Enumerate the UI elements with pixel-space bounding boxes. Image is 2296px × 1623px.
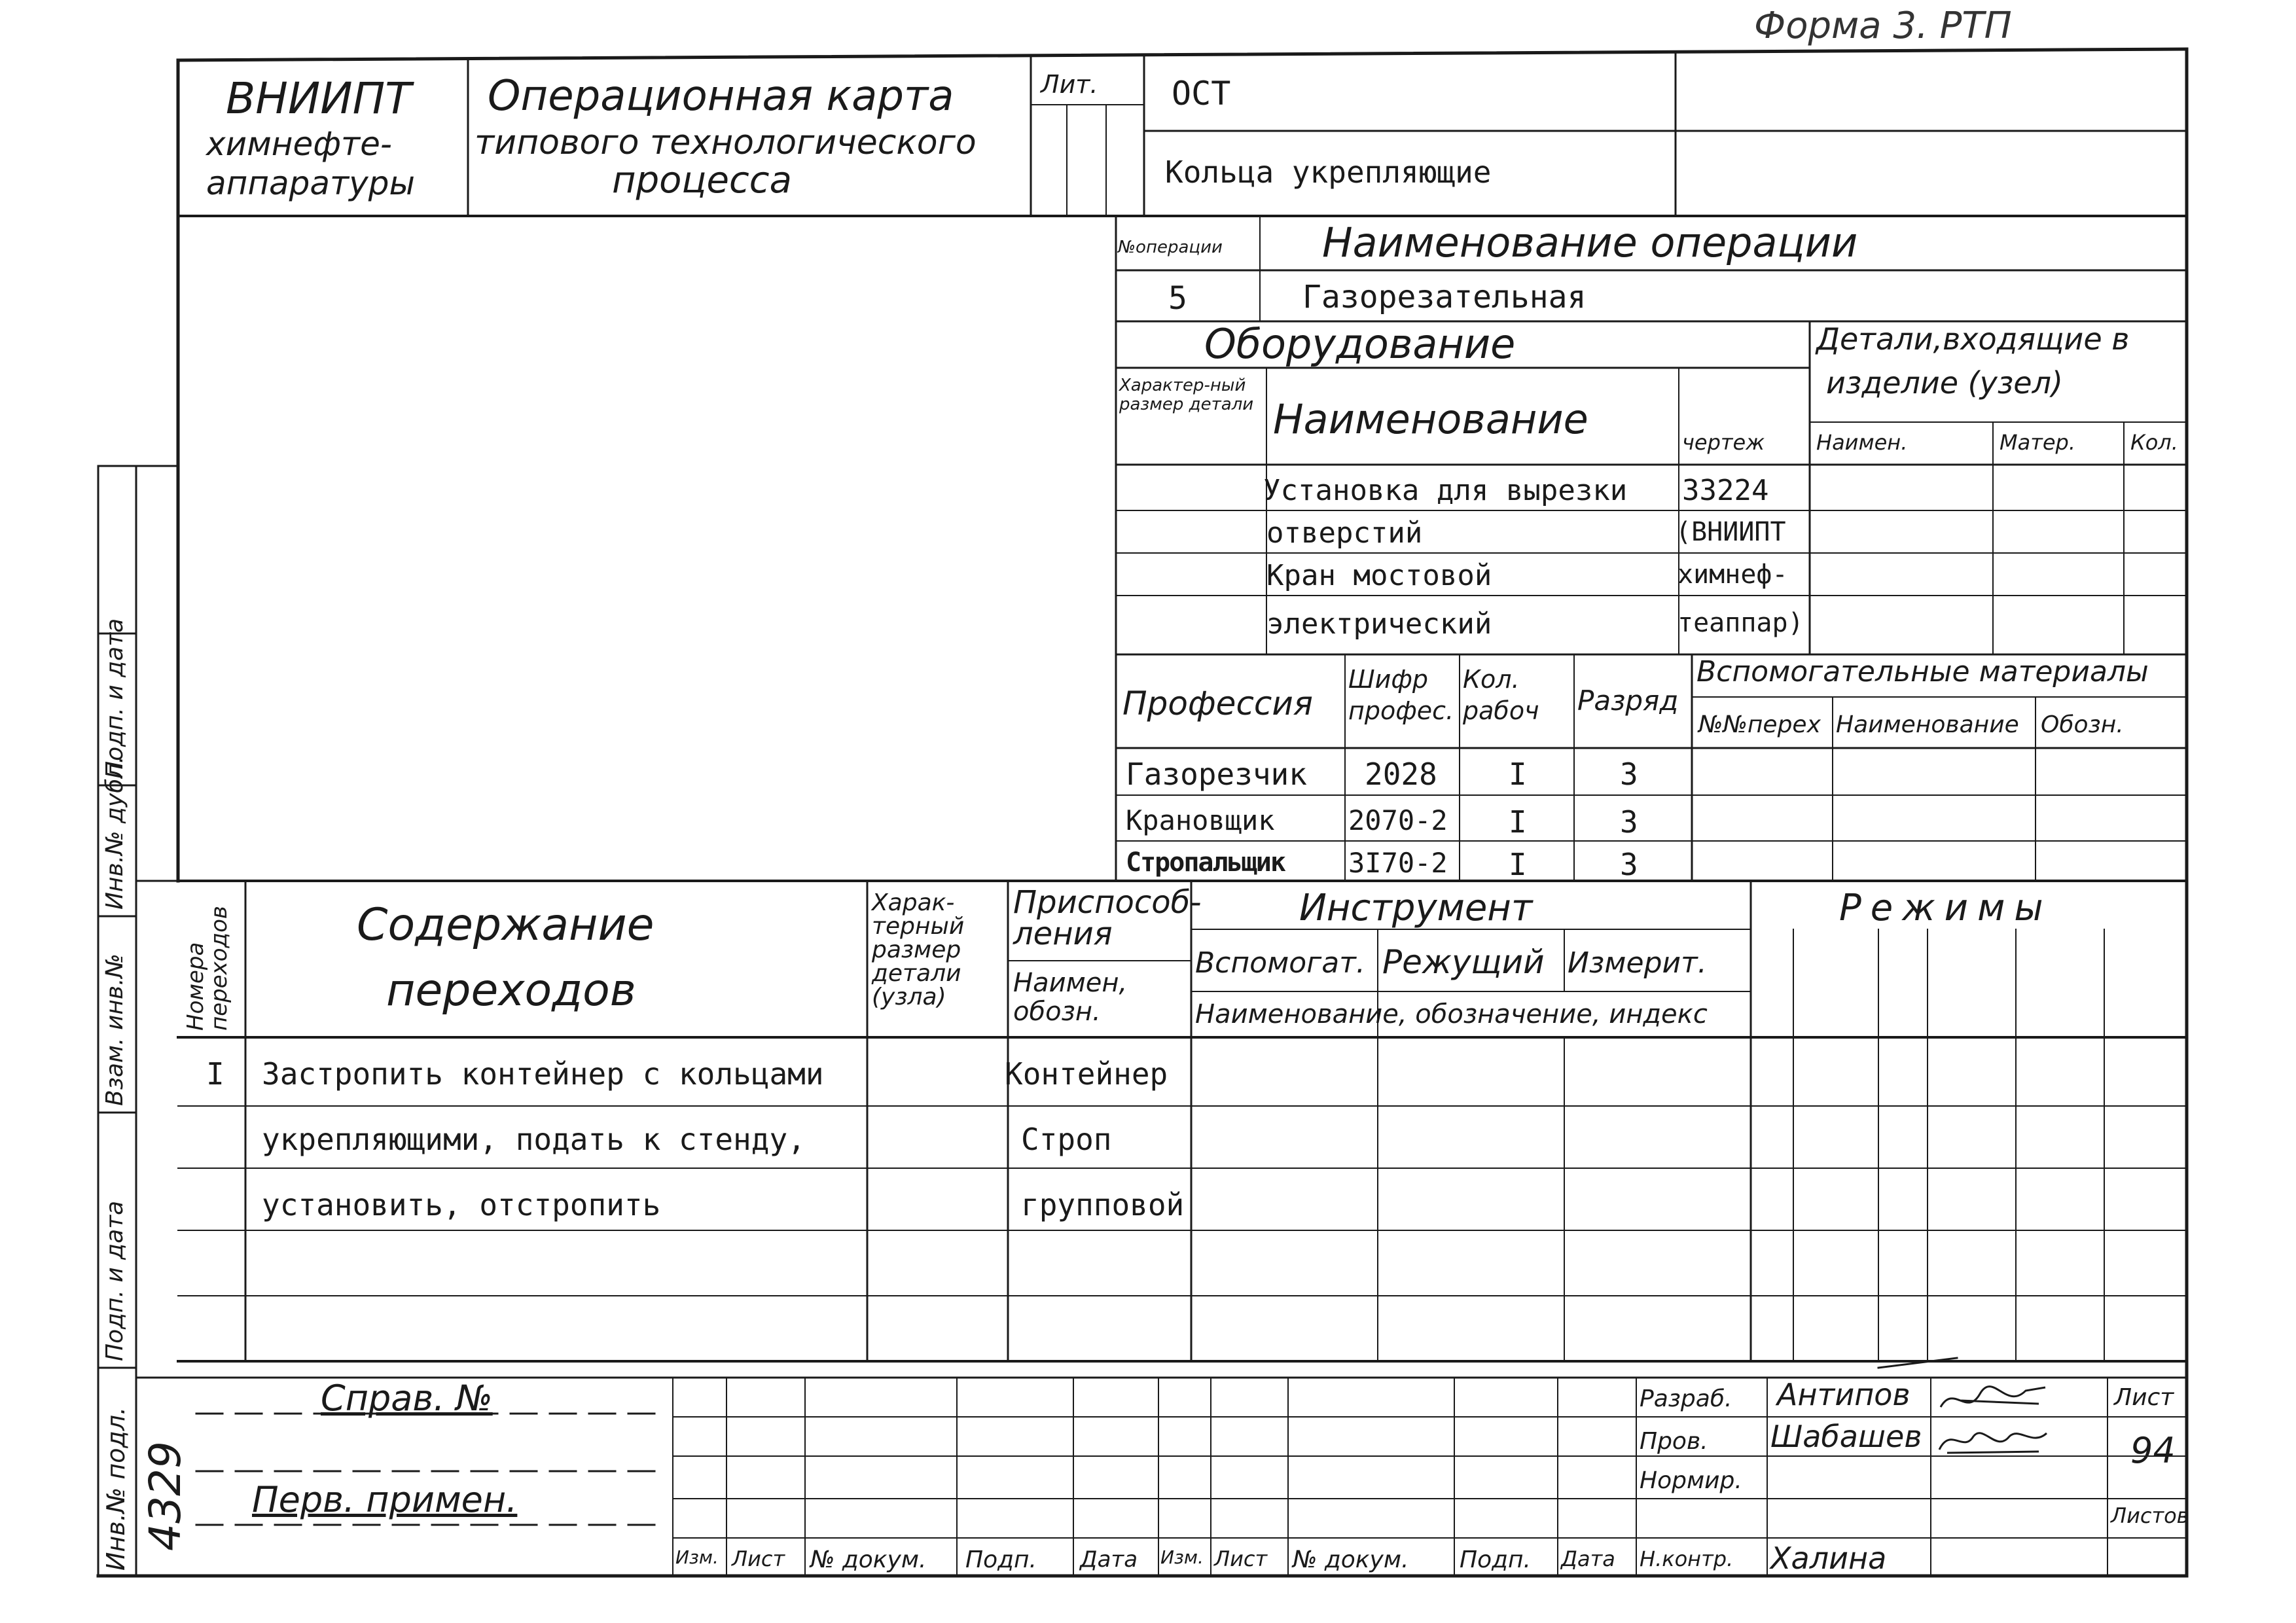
checker-signature — [1934, 1420, 2052, 1459]
equipment-row-4-drawing: теаппар) — [1677, 608, 1804, 638]
change-col-doc-1: № докум. — [810, 1546, 927, 1573]
change-col-izm-1: Изм. — [675, 1546, 719, 1568]
transition-number-label: Номера переходов — [183, 906, 232, 1031]
worker-row-1-profession: Газорезчик — [1126, 757, 1307, 792]
change-col-list-2: Лист — [1214, 1546, 1268, 1571]
worker-row-3-profession: Стропальщик — [1126, 847, 1285, 878]
transition-row-1-number: I — [206, 1056, 224, 1092]
part-name: Кольца укрепляющие — [1165, 154, 1492, 190]
aux-materials-header: Вспомогательные материалы — [1696, 655, 2149, 688]
norm-control-label: Нормир. — [1640, 1467, 1742, 1494]
tools-naming-label: Наименование, обозначение, индекс — [1195, 999, 1708, 1029]
margin-inv-number: 4329 — [140, 1441, 190, 1551]
document-type-line2: типового технологического — [475, 123, 977, 162]
worker-row-2-count: I — [1509, 804, 1527, 840]
checker-name: Шабашев — [1770, 1419, 1922, 1454]
transition-row-3-fixture: групповой — [1021, 1187, 1185, 1222]
margin-inv-orig: Инв.№ подл. — [101, 1406, 130, 1571]
worker-row-2-profession: Крановщик — [1126, 804, 1275, 836]
worker-row-1-code: 2028 — [1365, 757, 1437, 792]
change-col-izm-2: Изм. — [1160, 1546, 1204, 1568]
final-control-label: Н.контр. — [1640, 1546, 1734, 1571]
profession-code-label: Шифр профес. — [1348, 665, 1454, 725]
operation-name-label: Наименование операции — [1322, 219, 1858, 266]
transition-content-label-1: Содержание — [357, 899, 655, 951]
parts-header-line2: изделие (узел) — [1826, 365, 2063, 401]
tools-header: Инструмент — [1299, 887, 1533, 929]
developer-signature — [1934, 1381, 2052, 1420]
tools-aux-label: Вспомогат. — [1195, 946, 1365, 980]
modes-header: Режимы — [1839, 887, 2053, 929]
equipment-name-label: Наименование — [1273, 395, 1588, 443]
transition-char-size-label: Харак-терный размер детали (узла) — [872, 889, 965, 1010]
profession-label: Профессия — [1122, 685, 1313, 722]
developer-name: Антипов — [1777, 1377, 1910, 1412]
equipment-row-3-name: Кран мостовой — [1266, 559, 1492, 592]
developer-label: Разраб. — [1640, 1385, 1732, 1412]
equipment-row-2-name: отверстий — [1266, 516, 1423, 550]
tools-measuring-label: Измерит. — [1568, 946, 1707, 980]
sheet-number: 94 — [2130, 1430, 2176, 1471]
transition-row-2-content: укрепляющими, подать к стенду, — [262, 1122, 806, 1157]
change-col-doc-2: № докум. — [1293, 1546, 1409, 1573]
first-use-label: Перв. примен. — [252, 1479, 518, 1520]
worker-count-label: Кол. рабоч — [1463, 665, 1539, 725]
parts-name-label: Наимен. — [1816, 430, 1908, 455]
equipment-row-2-drawing: (ВНИИПТ — [1676, 517, 1786, 547]
ost-label: ОСТ — [1172, 75, 1231, 113]
equipment-row-1-drawing: 33224 — [1682, 474, 1769, 507]
equipment-row-4-name: электрический — [1266, 607, 1492, 641]
margin-dup-inv: Инв.№ дубл. — [101, 756, 128, 910]
worker-row-3-code: 3I70-2 — [1348, 847, 1448, 879]
margin-sign-date-1: Подп. и дата — [101, 1200, 128, 1361]
transition-row-3-content: установить, отстропить — [262, 1187, 661, 1222]
transition-row-2-fixture: Строп — [1021, 1122, 1112, 1157]
equipment-row-3-drawing: химнеф- — [1677, 560, 1788, 590]
document-type-line3: процесса — [612, 159, 792, 202]
margin-replaced-inv: Взам. инв.№ — [101, 954, 128, 1106]
lit-label: Лит. — [1041, 70, 1098, 99]
equipment-char-size-label: Характер-ный размер детали — [1119, 376, 1254, 414]
operation-number-label: №операции — [1118, 238, 1223, 257]
reference-number-label: Справ. № — [321, 1378, 493, 1419]
change-col-date-1: Дата — [1080, 1546, 1138, 1573]
change-col-sign-1: Подп. — [965, 1546, 1037, 1573]
aux-transition-label: №№перех — [1698, 711, 1821, 738]
org-name-line3: аппаратуры — [206, 164, 415, 202]
form-label: Форма 3. РТП — [1754, 5, 2012, 47]
operation-number: 5 — [1168, 280, 1187, 317]
worker-row-3-grade: 3 — [1620, 847, 1638, 882]
worker-row-1-count: I — [1509, 757, 1527, 792]
operation-name: Газорезательная — [1302, 279, 1587, 315]
change-col-list-1: Лист — [732, 1546, 785, 1571]
parts-header-line1: Детали,входящие в — [1816, 321, 2130, 357]
tools-cutting-label: Режущий — [1382, 943, 1545, 981]
fixtures-sub-label: Наимен, обозн. — [1013, 968, 1128, 1027]
change-col-sign-2: Подп. — [1460, 1546, 1531, 1573]
equipment-row-1-name: Установка для вырезки — [1263, 474, 1628, 507]
equipment-drawing-label: чертеж — [1682, 430, 1765, 455]
parts-material-label: Матер. — [2000, 430, 2076, 455]
worker-row-3-count: I — [1509, 847, 1527, 882]
final-control-name: Халина — [1770, 1541, 1887, 1576]
change-col-date-2: Дата — [1561, 1546, 1615, 1571]
transition-row-1-content: Застропить контейнер с кольцами — [262, 1056, 824, 1092]
worker-row-1-grade: 3 — [1620, 757, 1638, 792]
fixtures-label: Приспособ-ления — [1013, 884, 1202, 952]
equipment-header: Оборудование — [1204, 320, 1516, 368]
worker-row-2-grade: 3 — [1620, 804, 1638, 840]
aux-name-label: Наименование — [1836, 711, 2019, 738]
org-name-line2: химнефте- — [206, 125, 392, 163]
sheet-label: Лист — [2114, 1384, 2174, 1411]
transition-row-1-fixture: Контейнер — [1005, 1056, 1168, 1092]
transition-content-label-2: переходов — [386, 965, 636, 1016]
checker-label: Пров. — [1640, 1428, 1708, 1455]
parts-qty-label: Кол. — [2130, 430, 2178, 455]
document-type-line1: Операционная карта — [488, 72, 954, 120]
aux-designation-label: Обозн. — [2041, 711, 2124, 738]
margin-sign-date-2: Подп. и дата — [101, 618, 128, 779]
grade-label: Разряд — [1577, 685, 1679, 717]
sheets-label: Листов — [2111, 1503, 2189, 1528]
org-name-line1: ВНИИПТ — [226, 73, 412, 124]
worker-row-2-code: 2070-2 — [1348, 804, 1448, 836]
